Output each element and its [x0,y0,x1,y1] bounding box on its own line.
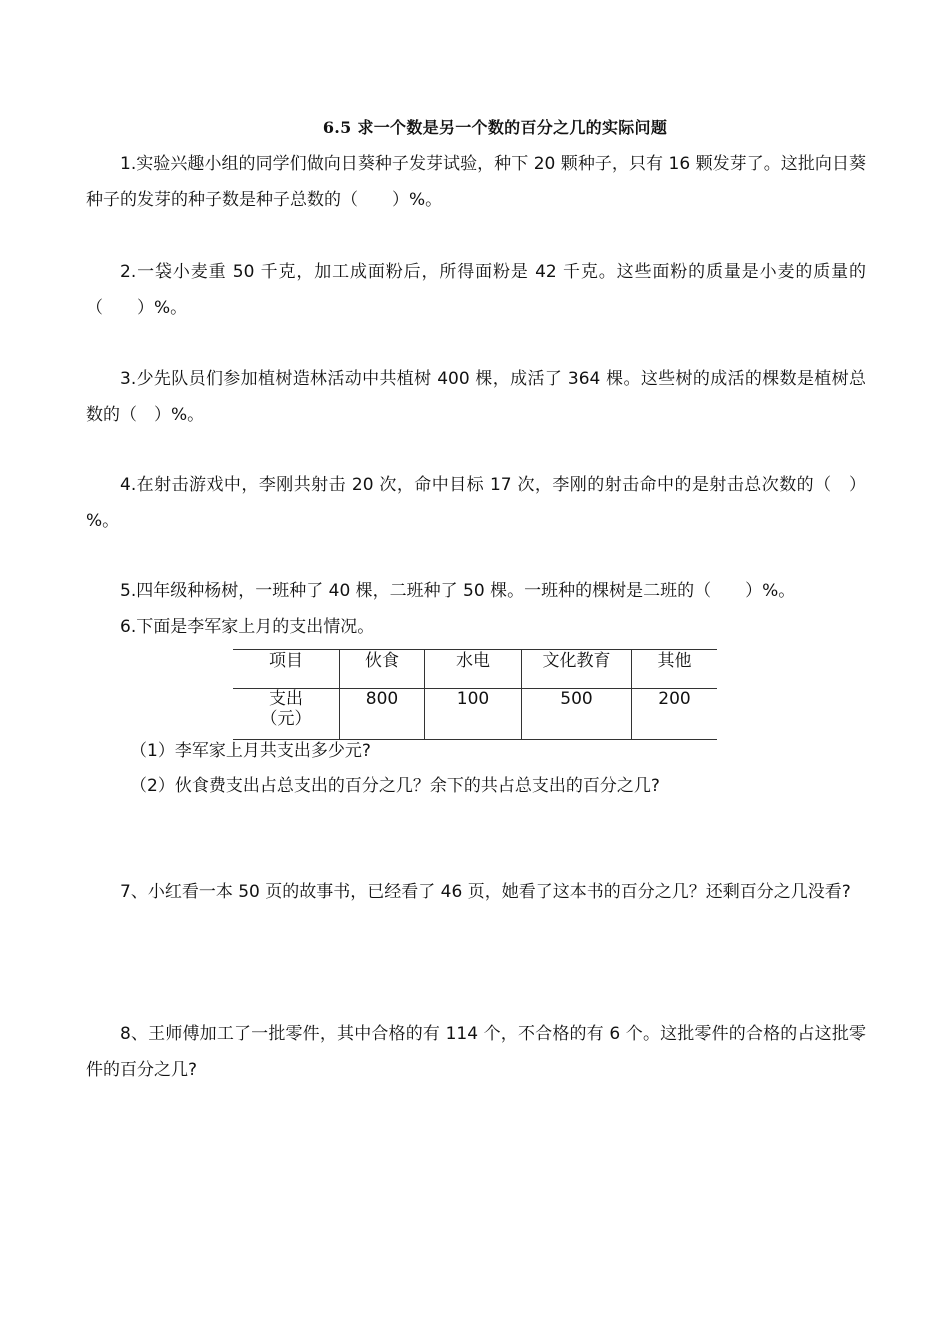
table-header-cell: 其他 [632,650,718,689]
table-cell: 100 [425,689,522,740]
expense-table [233,649,717,740]
table-header-cell: 文化教育 [522,650,632,689]
table-header-cell: 项目 [233,650,340,689]
row-label-line2: （元） [260,709,312,729]
row-label-line1: 支出 [269,689,303,709]
question-6-sub-2: （2）伙食费支出占总支出的百分之几？余下的共占总支出的百分之几? [130,776,660,796]
row-label-cell [233,689,340,740]
question-6: 6.下面是李军家上月的支出情况。 [120,617,375,637]
question-2: 2.一袋小麦重 50 千克，加工成面粉后，所得面粉是 42 千克。这些面粉的质量是小麦的质量的（ ）%。 [86,262,866,318]
table-row [233,689,717,740]
question-7: 7、小红看一本 50 页的故事书，已经看了 46 页，她看了这本书的百分之几？还剩百分之几没看? [120,882,851,902]
table-header-row [233,650,717,689]
table-header-cell: 伙食 [340,650,425,689]
table-header-cell: 水电 [425,650,522,689]
question-8: 8、王师傅加工了一批零件，其中合格的有 114 个，不合格的有 6 个。这批零件的合格的占这批零件的百分之几? [86,1024,866,1080]
question-1: 1.实验兴趣小组的同学们做向日葵种子发芽试验，种下 20 颗种子，只有 16 颗发芽了。这批向日葵种子的发芽的种子数是种子总数的（ ）%。 [86,154,866,210]
table-cell: 800 [340,689,425,740]
table-cell: 500 [522,689,632,740]
question-5: 5.四年级种杨树，一班种了 40 棵，二班种了 50 棵。一班种的棵树是二班的（ ）%。 [120,581,796,601]
question-6-sub-1: （1）李军家上月共支出多少元? [130,741,371,761]
page-title: 6.5 求一个数是另一个数的百分之几的实际问题 [322,118,668,137]
question-4: 4.在射击游戏中，李刚共射击 20 次，命中目标 17 次，李刚的射击命中的是射击总次数的（ ）%。 [86,475,866,531]
question-3: 3.少先队员们参加植树造林活动中共植树 400 棵，成活了 364 棵。这些树的成活的棵数是植树总数的（ ）%。 [86,369,866,425]
table-cell: 200 [632,689,718,740]
